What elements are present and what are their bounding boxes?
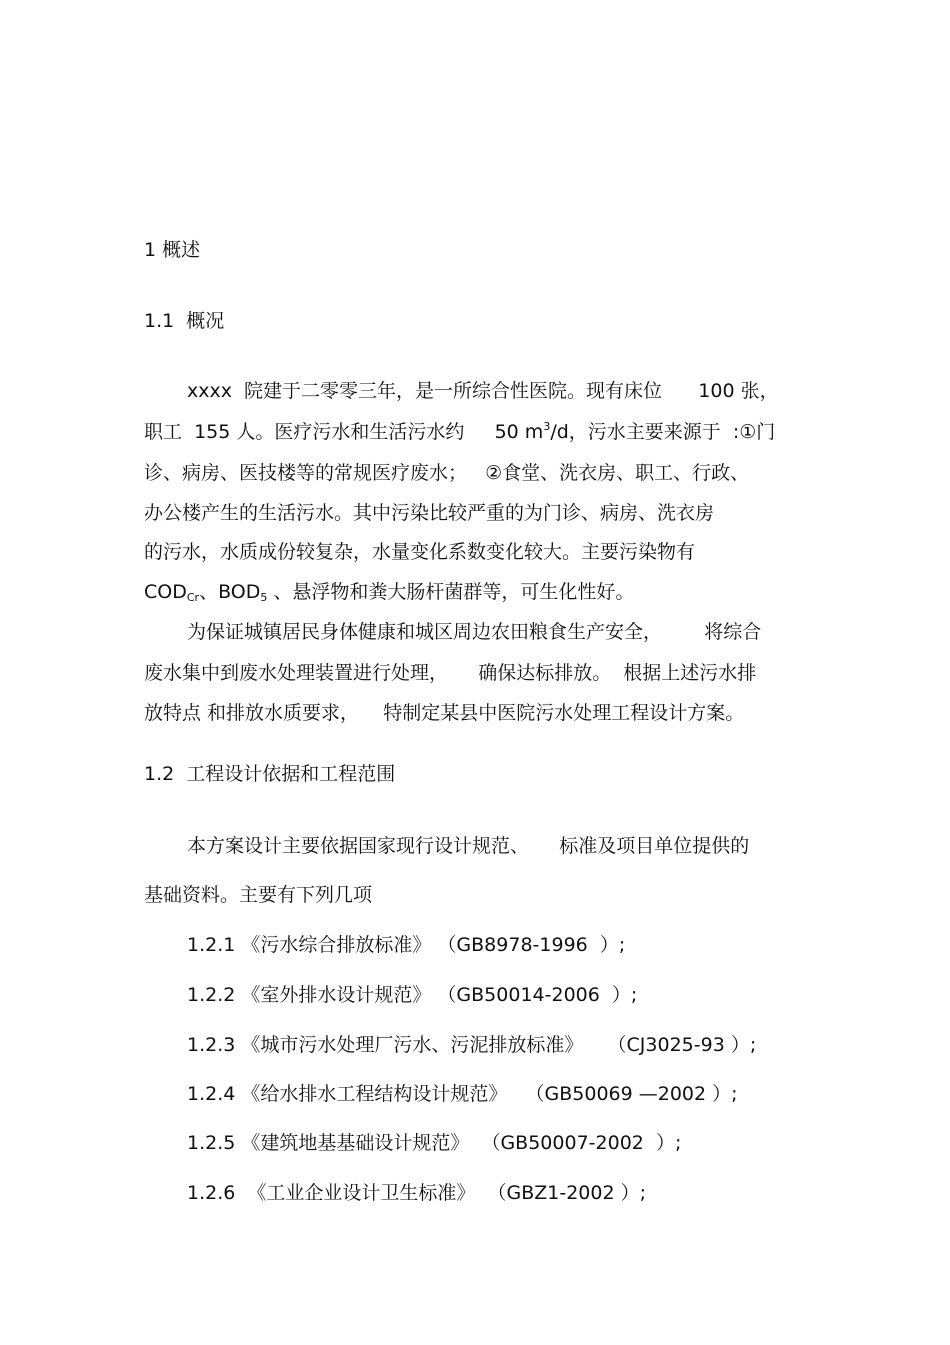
- para1-line4: 办公楼产生的生活污水。其中污染比较严重的为门诊、病房、洗衣房: [144, 502, 715, 524]
- para1-line2: [144, 420, 775, 444]
- para1-line5: 的污水，水质成份较复杂，水量变化系数变化较大。主要污染物有: [144, 541, 696, 563]
- standard-item-5: 1.2.5 《建筑地基基础设计规范》 （GB50007-2002 ）;: [187, 1132, 682, 1154]
- standard-item-1: 1.2.1 《污水综合排放标准》 （GB8978-1996 ）;: [187, 934, 626, 956]
- standard-item-2: 1.2.2 《室外排水设计规范》 （GB50014-2006 ）;: [187, 984, 638, 1006]
- para2-line2: 废水集中到废水处理装置进行处理， 确保达标排放。 根据上述污水排: [144, 662, 757, 684]
- para2-line3: 放特点 和排放水质要求， 特制定某县中医院污水处理工程设计方案。: [144, 702, 745, 724]
- para1-line2-text-a: 职工 155 人。医疗污水和生活污水约 50 m: [144, 421, 544, 443]
- standard-item-4: 1.2.4 《给水排水工程结构设计规范》 （GB50069 —2002 ）;: [187, 1083, 738, 1105]
- para1-line2-text-b: /d，污水主要来源于 :①门: [550, 421, 776, 443]
- standard-item-3: 1.2.3 《城市污水处理厂污水、污泥排放标准》 （CJ3025-93 ）;: [187, 1034, 757, 1056]
- standard-item-6: 1.2.6 《工业企业设计卫生标准》 （GBZ1-2002 ）;: [187, 1182, 647, 1204]
- para1-line6: [144, 580, 634, 604]
- para2-line1: 为保证城镇居民身体健康和城区周边农田粮食生产安全， 将综合: [187, 621, 762, 643]
- cod-subscript: Cr: [186, 591, 200, 604]
- bod-label: 、BOD: [199, 581, 261, 603]
- bod-subscript: 5: [260, 591, 268, 604]
- para3-line1: 本方案设计主要依据国家现行设计规范、 标准及项目单位提供的: [187, 835, 750, 857]
- section-1-heading: 1 概述: [144, 239, 201, 261]
- cubic-superscript: 3: [543, 420, 551, 433]
- para1-line1: xxxx 院建于二零零三年，是一所综合性医院。现有床位 100 张，: [187, 380, 779, 402]
- section-1-1-heading: 1.1 概况: [144, 310, 225, 332]
- para3-line2: 基础资料。主要有下列几项: [144, 884, 373, 906]
- section-1-2-heading: 1.2 工程设计依据和工程范围: [144, 763, 396, 785]
- para1-line3: 诊、病房、医技楼等的常规医疗废水； ②食堂、洗衣房、职工、行政、: [144, 462, 750, 484]
- cod-label: COD: [144, 581, 187, 603]
- para1-line6-rest: 、悬浮物和粪大肠杆菌群等，可生化性好。: [267, 581, 635, 603]
